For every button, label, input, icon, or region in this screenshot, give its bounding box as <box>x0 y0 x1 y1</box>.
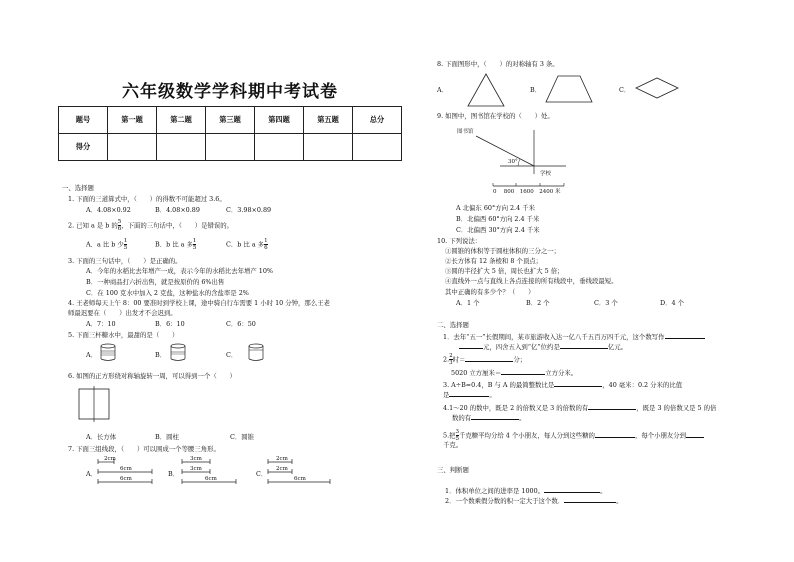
fill-5-line-1: 5.把 $\frac{3}{5}$ 千克糖平均分给 4 个小朋友，每人分到这些糖的 ，每个小朋友分到 <box>443 429 704 442</box>
q7-option-c-letter: C． <box>256 470 268 478</box>
q4-option-c: C．6：50 <box>226 320 256 328</box>
scale-labels: 0 800 1600 2400 米 <box>493 189 561 195</box>
q10-statement-2: ②长方体有 12 条棱和 8 个顶点； <box>445 257 543 265</box>
score-cell[interactable] <box>206 134 255 161</box>
q10-option-a: A．1 个 <box>456 299 480 307</box>
score-cell[interactable] <box>108 134 157 161</box>
fill-2-line-1: 2. $\frac{2}{3}$ 时＝ 分； <box>443 353 527 366</box>
q7-c-bot-label: 6cm <box>294 476 306 482</box>
q5-option-c: C． <box>226 351 238 359</box>
q3-option-a: A．今年的水稻比去年增产一成，表示今年的水稻比去年增产 10% <box>86 267 274 275</box>
answer-blank[interactable] <box>544 492 600 493</box>
score-table-score-row <box>59 134 402 161</box>
q9-option-b: B．北偏西 60°方向 2.4 千米 <box>456 215 540 223</box>
fraction: $\frac{5}{6}$ <box>117 219 122 232</box>
question-4-line-1: 4. 王老师每天上午 8：00 要准时到学校上课，途中骑自行车需要 1 小时 10 分钟，那么王老 <box>68 299 330 307</box>
q1-option-c: C．3.98×0.89 <box>226 206 272 214</box>
header-cell: 第五题 <box>304 107 353 134</box>
score-table-header-row <box>59 107 402 134</box>
q8-option-b: B． <box>530 86 542 94</box>
answer-blank[interactable] <box>459 348 483 349</box>
q7-b-mid-label: 3cm <box>190 466 202 472</box>
header-cell: 题号 <box>59 107 108 134</box>
q2-option-a: A．a 比 b 少 $\frac{1}{5}$ <box>86 238 128 251</box>
header-cell: 第四题 <box>255 107 304 134</box>
judge-1: 1．体积单位之间的进率是 1000。 。 <box>445 487 607 495</box>
fill-1-line-1: 1．去年“五一”长假期间，某市旅游收入达一亿八千五百万四千元，这个数写作 <box>443 333 705 341</box>
fill-1-line-2: 元，四舍五入到“亿”位约是 亿元。 <box>459 343 627 351</box>
rhombus-icon <box>634 76 680 100</box>
q7-a-bot-label: 6cm <box>120 476 132 482</box>
header-cell: 第二题 <box>157 107 206 134</box>
score-table <box>58 106 402 161</box>
answer-blank[interactable] <box>564 502 616 503</box>
score-cell[interactable] <box>255 134 304 161</box>
answer-blank[interactable] <box>465 361 513 362</box>
header-cell: 第一题 <box>108 107 157 134</box>
answer-blank[interactable] <box>665 338 705 339</box>
answer-blank[interactable] <box>501 374 545 375</box>
q4-option-b: B．6：10 <box>155 320 185 328</box>
fill-5-line-2: 千克。 <box>443 441 463 449</box>
answer-blank[interactable] <box>449 396 489 397</box>
cup-b-icon <box>168 343 188 363</box>
section-heading-3: 三、判断题 <box>437 466 469 474</box>
q6-option-a: A．长方体 <box>86 433 117 441</box>
section-heading-2: 二、选择题 <box>437 321 469 329</box>
q6-option-c: C．圆锥 <box>230 433 255 441</box>
q10-option-d: D．4 个 <box>660 299 685 307</box>
q10-statement-4: ④直线外一点与直线上各点连接的所有线段中，垂线段最短。 <box>445 277 618 285</box>
q6-option-b: B．圆柱 <box>155 433 179 441</box>
q7-b-top-label: 3cm <box>190 456 202 462</box>
question-2: 2. 已知 a 是 b 的 $\frac{5}{6}$ ，下面的三句话中，（ ）是错误的。 <box>68 219 234 232</box>
fill-2-line-2: 5020 立方厘米＝ 立方分米。 <box>451 369 578 377</box>
q5-option-a: A． <box>86 351 98 359</box>
q7-option-a-letter: A． <box>86 470 98 478</box>
q7-a-mid-label: 6cm <box>120 466 132 472</box>
q7-c-top-label: 2cm <box>276 456 288 462</box>
square-with-axis-diagram <box>78 386 112 420</box>
q10-option-c: C．3 个 <box>594 299 618 307</box>
triangle-icon <box>466 72 506 108</box>
q1-option-b: B．4.08×0.89 <box>155 206 200 214</box>
q2-option-b: B．b 比 a 多 $\frac{1}{5}$ <box>155 238 197 251</box>
question-10: 10. 下列说法： <box>437 237 482 245</box>
header-cell: 第三题 <box>206 107 255 134</box>
section-heading-1: 一、选择题 <box>62 184 94 192</box>
question-4-line-2: 师最迟要在（ ）出发才不会迟到。 <box>68 309 177 317</box>
fill-4-line-1: 4.1～20 的数中，既是 2 的倍数又是 3 的倍数的有 ，既是 3 的倍数又是 5 的倍 <box>443 404 717 412</box>
q7-option-b-letter: B． <box>168 470 180 478</box>
q10-statement-3: ③圆的半径扩大 5 倍，周长也扩大 5 倍； <box>445 267 564 275</box>
q2-option-c: C．b 比 a 多 $\frac{1}{6}$ <box>226 238 268 251</box>
answer-blank[interactable] <box>686 437 704 438</box>
question-1: 1. 下面的三道算式中，（ ）的得数不可能超过 3.6。 <box>68 195 226 203</box>
page-title: 六年级数学学科期中考试卷 <box>122 82 338 102</box>
trapezoid-icon <box>544 74 594 104</box>
direction-map-diagram <box>456 126 586 188</box>
q1-option-a: A．4.08×0.92 <box>86 206 131 214</box>
judge-2: 2．一个数乘假分数的积一定大于这个数． 。 <box>445 497 623 505</box>
row-label-cell: 得分 <box>59 134 108 161</box>
answer-blank[interactable] <box>560 348 608 349</box>
question-6: 6. 如图的正方形绕对称轴旋转一周，可以得到一个（ ） <box>68 372 236 380</box>
answer-blank[interactable] <box>595 437 635 438</box>
q8-option-a: A． <box>437 86 449 94</box>
cup-a-icon <box>98 343 118 363</box>
score-cell[interactable] <box>353 134 402 161</box>
cup-c-icon <box>246 343 266 363</box>
header-cell: 总分 <box>353 107 402 134</box>
fill-3-line-1: 3. A÷B=0.4，B 与 A 的最简整数比是 ，40 毫米：0.2 分米的比值 <box>443 381 683 389</box>
q8-option-c: C． <box>619 86 631 94</box>
q5-option-b: B． <box>155 351 167 359</box>
q3-option-c: C．在 100 克水中加入 2 克盐，这种盐水的含盐率是 2% <box>86 289 249 297</box>
school-label: 学校 <box>540 171 552 177</box>
angle-label: 30° <box>508 159 518 165</box>
q3-option-b: B．一种商品打六折出售，就是按原价的 6%出售 <box>86 278 225 286</box>
q7-b-bot-label: 6cm <box>205 476 217 482</box>
q10-question: 其中正确的有多少个？（ ） <box>445 288 535 296</box>
library-label: 图书馆 <box>457 129 474 135</box>
score-cell[interactable] <box>157 134 206 161</box>
question-3: 3. 下面的三句话中，（ ）是正确的。 <box>68 257 182 265</box>
answer-blank[interactable] <box>471 419 519 420</box>
question-8: 8. 下面图形中，（ ）的对称轴有 3 条。 <box>437 60 559 68</box>
question-5: 5. 下面三杯糖水中，最甜的是（ ） <box>68 331 179 339</box>
q9-option-a: A 北偏东 60°方向 2.4 千米 <box>456 204 535 212</box>
q10-option-b: B．2 个 <box>526 299 550 307</box>
answer-blank[interactable] <box>554 386 602 387</box>
question-9: 9. 如图中，图书馆在学校的（ ）处。 <box>437 112 554 120</box>
fill-4-line-2: 数的有 。 <box>452 414 526 422</box>
score-cell[interactable] <box>304 134 353 161</box>
q7-a-top-label: 2cm <box>104 456 116 462</box>
fill-3-line-2: 是 。 <box>443 391 496 399</box>
q9-option-c: C．北偏西 30°方向 2.4 千米 <box>456 226 540 234</box>
question-7: 7. 下面三组线段，（ ）可以围成一个等腰三角形。 <box>68 445 220 453</box>
q4-option-a: A．7：10 <box>86 320 116 328</box>
q10-statement-1: ①圆锥的体积等于圆柱体积的三分之一； <box>445 247 561 255</box>
q7-c-mid-label: 2cm <box>276 466 288 472</box>
answer-blank[interactable] <box>588 409 636 410</box>
